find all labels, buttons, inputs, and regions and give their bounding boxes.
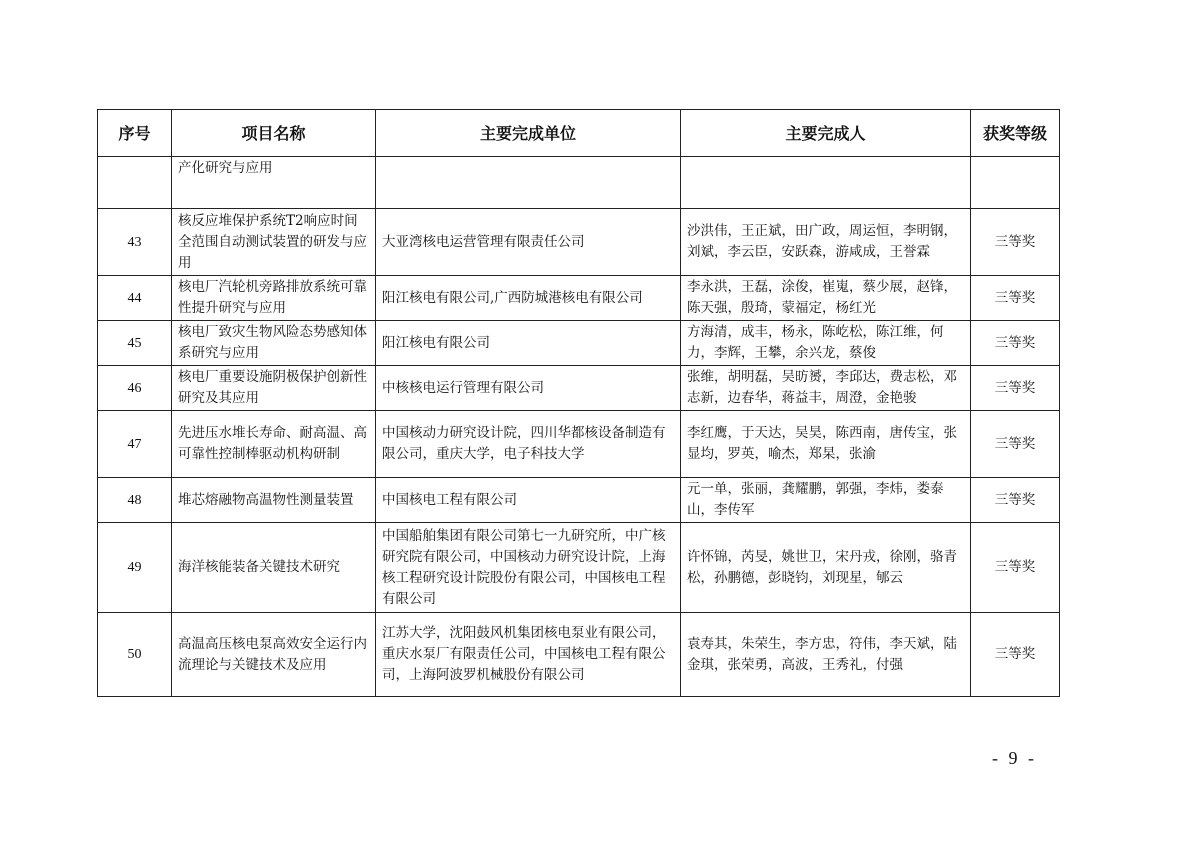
cell-main-unit: 大亚湾核电运营管理有限责任公司 (376, 209, 681, 276)
table-row (98, 411, 1060, 478)
cell-award-level: 三等奖 (971, 209, 1060, 276)
cell-main-people: 许怀锦，芮旻，姚世卫，宋丹戎，徐刚，骆青松，孙鹏德，彭晓钧，刘现星，郇云 (681, 523, 971, 613)
cell-main-people: 袁寿其，朱荣生，李方忠，符伟，李天斌，陆金琪，张荣勇，高波，王秀礼，付强 (681, 613, 971, 697)
cell-main-people (681, 157, 971, 209)
cell-main-unit: 中国船舶集团有限公司第七一九研究所，中广核研究院有限公司，中国核动力研究设计院，上海核工程研究设计院股份有限公司，中国核电工程有限公司 (376, 523, 681, 613)
cell-main-people: 方海清，成丰，杨永，陈屹松，陈江维，何力，李辉，王攀，余兴龙，蔡俊 (681, 321, 971, 366)
cell-seq: 48 (98, 478, 172, 523)
cell-main-people: 张维，胡明磊，吴昉赟，李邱达，费志松，邓志新，边春华，蒋益丰，周澄，金艳骏 (681, 366, 971, 411)
cell-award-level: 三等奖 (971, 478, 1060, 523)
page-number: - 9 - (992, 748, 1037, 768)
cell-award-level: 三等奖 (971, 523, 1060, 613)
cell-award-level: 三等奖 (971, 321, 1060, 366)
cell-award-level: 三等奖 (971, 276, 1060, 321)
cell-main-unit: 中国核电工程有限公司 (376, 478, 681, 523)
header-main-unit: 主要完成单位 (376, 110, 681, 157)
cell-seq: 49 (98, 523, 172, 613)
cell-project-name: 产化研究与应用 (172, 157, 376, 209)
header-seq: 序号 (98, 110, 172, 157)
cell-project-name: 海洋核能装备关键技术研究 (172, 523, 376, 613)
cell-project-name: 核反应堆保护系统T2响应时间全范围自动测试装置的研发与应用 (172, 209, 376, 276)
table-row (98, 478, 1060, 523)
awards-table (97, 109, 1060, 697)
table-row (98, 276, 1060, 321)
cell-main-people: 李红鹰，于天达，吴昊，陈西南，唐传宝，张显均，罗英，喻杰，郑杲，张渝 (681, 411, 971, 478)
cell-main-people: 沙洪伟，王正斌，田广政，周运恒，李明钢，刘斌，李云臣，安跃森，游咸成，王誉霖 (681, 209, 971, 276)
cell-main-unit: 阳江核电有限公司 (376, 321, 681, 366)
cell-seq: 50 (98, 613, 172, 697)
cell-seq: 46 (98, 366, 172, 411)
table-row (98, 321, 1060, 366)
header-main-people: 主要完成人 (681, 110, 971, 157)
cell-seq: 45 (98, 321, 172, 366)
table-row (98, 523, 1060, 613)
cell-main-unit: 中核核电运行管理有限公司 (376, 366, 681, 411)
cell-main-people: 李永洪，王磊，涂俊，崔嵬，蔡少展，赵锋，陈天强，殷琦，蒙福定，杨红光 (681, 276, 971, 321)
cell-award-level: 三等奖 (971, 613, 1060, 697)
cell-project-name: 堆芯熔融物高温物性测量装置 (172, 478, 376, 523)
cell-seq (98, 157, 172, 209)
cell-award-level: 三等奖 (971, 366, 1060, 411)
header-project-name: 项目名称 (172, 110, 376, 157)
cell-project-name: 高温高压核电泵高效安全运行内流理论与关键技术及应用 (172, 613, 376, 697)
cell-project-name: 核电厂重要设施阴极保护创新性研究及其应用 (172, 366, 376, 411)
cell-main-people: 元一单，张丽，龚耀鹏，郭强，李炜，娄泰山，李传军 (681, 478, 971, 523)
cell-main-unit: 中国核动力研究设计院，四川华都核设备制造有限公司，重庆大学，电子科技大学 (376, 411, 681, 478)
header-award-level: 获奖等级 (971, 110, 1060, 157)
cell-main-unit (376, 157, 681, 209)
table-row (98, 366, 1060, 411)
cell-project-name: 核电厂汽轮机旁路排放系统可靠性提升研究与应用 (172, 276, 376, 321)
cell-project-name: 先进压水堆长寿命、耐高温、高可靠性控制棒驱动机构研制 (172, 411, 376, 478)
cell-project-name: 核电厂致灾生物风险态势感知体系研究与应用 (172, 321, 376, 366)
table-row (98, 157, 1060, 209)
table-row (98, 613, 1060, 697)
cell-seq: 43 (98, 209, 172, 276)
cell-main-unit: 阳江核电有限公司,广西防城港核电有限公司 (376, 276, 681, 321)
cell-seq: 44 (98, 276, 172, 321)
cell-award-level (971, 157, 1060, 209)
cell-award-level: 三等奖 (971, 411, 1060, 478)
cell-main-unit: 江苏大学，沈阳鼓风机集团核电泵业有限公司，重庆水泵厂有限责任公司，中国核电工程有限公司，上海阿波罗机械股份有限公司 (376, 613, 681, 697)
table-header-row (98, 110, 1060, 157)
cell-seq: 47 (98, 411, 172, 478)
table-row (98, 209, 1060, 276)
